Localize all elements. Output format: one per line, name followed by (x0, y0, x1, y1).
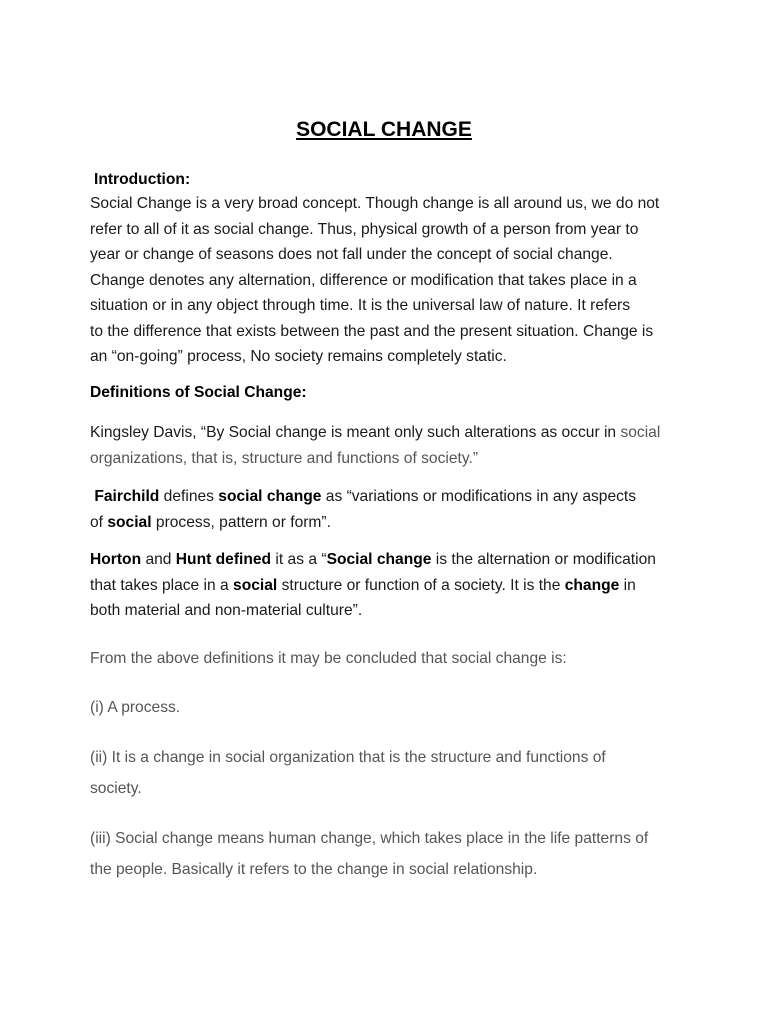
fairchild-definition (90, 484, 680, 535)
paragraph-line: to the difference that exists between the past and the present situation. Change is (90, 322, 654, 340)
paragraph-line (90, 510, 680, 536)
inline-text: is the alternation or modification (431, 551, 656, 568)
inline-text: defines (159, 488, 219, 505)
inline-text: and (141, 551, 176, 568)
inline-text: as “variations or modifications in any aspects (321, 488, 637, 505)
paragraph-line (90, 484, 680, 510)
point-3 (90, 823, 680, 885)
bold-term: social change (218, 488, 322, 505)
paragraph-line: Change denotes any alternation, difference or modification that takes place in a (90, 271, 637, 289)
inline-text: process, pattern or form”. (151, 513, 331, 531)
paragraph-line (90, 547, 680, 573)
paragraph-line: From the above definitions it may be concluded that social change is: (90, 650, 567, 667)
paragraph-line: Social Change is a very broad concept. Though change is all around us, we do not (90, 195, 660, 212)
introduction-heading: Introduction: (94, 171, 191, 188)
bold-term: Hunt defined (175, 551, 272, 568)
bold-term: Social change (326, 551, 432, 568)
paragraph-line: both material and non-material culture”. (90, 602, 363, 619)
davis-text-gray: social (620, 424, 661, 441)
inline-text: structure or function of a society. It is the (277, 576, 565, 594)
fairchild-name: Fairchild (94, 488, 160, 505)
paragraph-line: refer to all of it as social change. Thus, physical growth of a person from year to (90, 220, 639, 238)
paragraph-line (90, 420, 680, 446)
introduction-paragraph (90, 191, 680, 370)
bold-term: social (233, 576, 278, 594)
bold-term: Horton (90, 551, 142, 568)
point-2 (90, 742, 680, 804)
inline-text: it as a “ (271, 551, 327, 568)
bold-term: change (564, 576, 620, 594)
davis-definition (90, 420, 680, 471)
conclusion-text (90, 646, 680, 672)
paragraph-line: (i) A process. (90, 699, 181, 716)
paragraph-line: an “on-going” process, No society remains completely static. (90, 348, 507, 365)
paragraph-line: situation or in any object through time. It is the universal law of nature. It refers (90, 297, 630, 314)
paragraph-line: organizations, that is, structure and functions of society.” (90, 449, 479, 467)
horton-hunt-definition (90, 547, 680, 624)
davis-text: Kingsley Davis, “By Social change is meant only such alterations as occur in (90, 424, 621, 441)
inline-text: that takes place in a (90, 576, 234, 594)
bold-term: social (107, 513, 152, 531)
paragraph-line: society. (90, 780, 142, 797)
point-1 (90, 695, 680, 721)
paragraph-line: (ii) It is a change in social organization that is the structure and functions of (90, 749, 606, 766)
inline-text: in (619, 576, 636, 594)
inline-text: of (90, 513, 108, 531)
page-title: SOCIAL CHANGE (296, 118, 472, 141)
paragraph-line: (iii) Social change means human change, which takes place in the life patterns of (90, 830, 649, 847)
paragraph-line (90, 573, 680, 599)
definitions-heading: Definitions of Social Change: (90, 384, 307, 401)
paragraph-line: the people. Basically it refers to the change in social relationship. (90, 861, 538, 878)
paragraph-line: year or change of seasons does not fall under the concept of social change. (90, 246, 613, 263)
